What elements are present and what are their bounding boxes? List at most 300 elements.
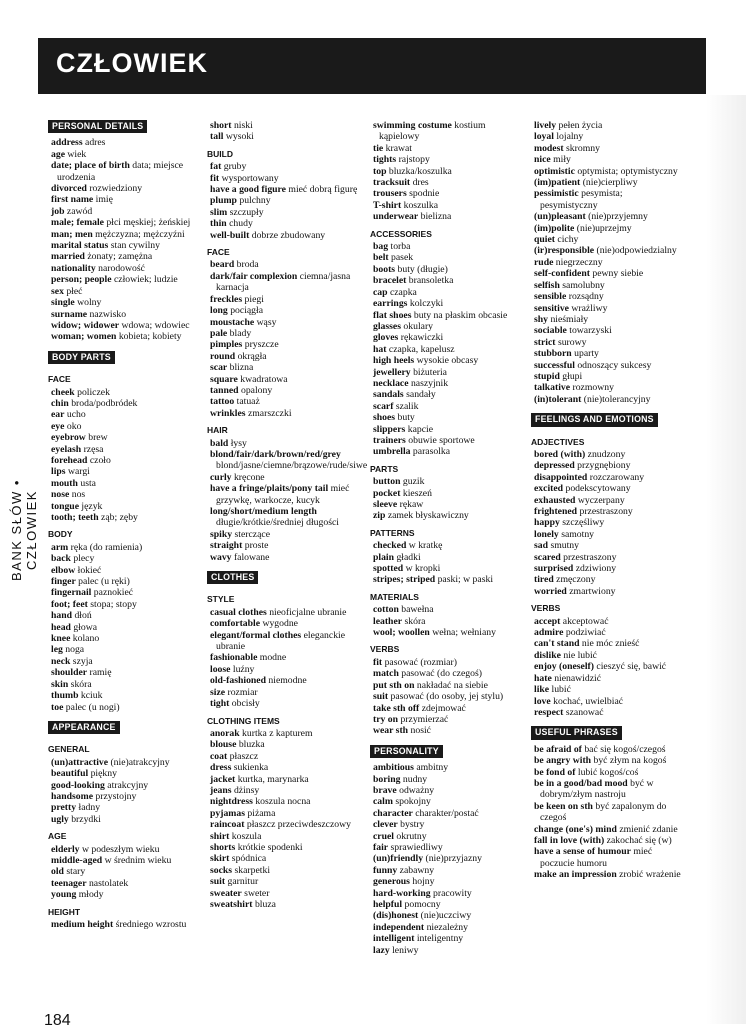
polish-translation: kobieta; kobiety bbox=[118, 331, 182, 343]
vocab-entry bbox=[48, 421, 200, 432]
vocab-entry bbox=[370, 241, 528, 252]
vocab-entry bbox=[48, 444, 200, 455]
english-term: wear sth bbox=[373, 725, 409, 737]
polish-translation: wiek bbox=[67, 148, 87, 160]
polish-translation: spokojny bbox=[395, 796, 431, 808]
english-term: dislike bbox=[534, 649, 561, 661]
vocab-entry bbox=[207, 448, 368, 472]
polish-translation: przygnębiony bbox=[577, 460, 631, 472]
english-term: earrings bbox=[373, 298, 408, 310]
english-term: hat bbox=[373, 343, 387, 355]
polish-translation: rozmiar bbox=[227, 686, 258, 698]
polish-translation: paski; w paski bbox=[437, 574, 494, 586]
polish-translation: płaszcz bbox=[229, 750, 259, 762]
english-term: happy bbox=[534, 517, 560, 529]
vocab-entry bbox=[531, 650, 681, 661]
english-term: successful bbox=[534, 359, 575, 371]
subheading-body: BODY bbox=[48, 529, 73, 540]
polish-translation: rozwiedziony bbox=[89, 183, 143, 195]
polish-translation: czoło bbox=[89, 454, 111, 466]
polish-translation: głowa bbox=[73, 621, 98, 633]
english-term: shoes bbox=[373, 412, 396, 424]
polish-translation: torba bbox=[390, 241, 411, 253]
english-term: tattoo bbox=[210, 396, 235, 408]
vocab-entry bbox=[531, 744, 681, 755]
polish-translation: w podeszłym wieku bbox=[81, 843, 160, 855]
english-term: brave bbox=[373, 784, 397, 796]
english-term: woman; women bbox=[51, 331, 117, 343]
english-term: trousers bbox=[373, 188, 407, 200]
english-term: nice bbox=[534, 154, 551, 166]
polish-translation: być złym na kogoś bbox=[593, 755, 667, 767]
polish-translation: modne bbox=[259, 652, 287, 664]
polish-translation: hojny bbox=[412, 876, 435, 888]
vocab-entry bbox=[370, 310, 528, 321]
vocab-entry bbox=[370, 120, 528, 143]
english-term: marital status bbox=[51, 240, 109, 252]
english-term: worried bbox=[534, 585, 567, 597]
polish-translation: młody bbox=[78, 889, 104, 901]
polish-translation: skarpetki bbox=[234, 864, 271, 876]
vocab-entry bbox=[207, 675, 365, 686]
english-term: frightened bbox=[534, 506, 578, 517]
english-term: clever bbox=[373, 819, 398, 831]
polish-translation: nudny bbox=[402, 773, 428, 785]
polish-translation: cieszyć się, bawić bbox=[596, 661, 667, 673]
english-term: depressed bbox=[534, 460, 575, 472]
chapter-header bbox=[38, 38, 706, 94]
vocab-entry bbox=[207, 317, 365, 328]
vocab-entry bbox=[531, 245, 681, 256]
english-term: tongue bbox=[51, 500, 79, 512]
english-term: eyelash bbox=[51, 443, 82, 455]
polish-translation: płeć bbox=[66, 285, 83, 297]
english-term: plump bbox=[210, 195, 237, 207]
polish-translation: lubić bbox=[551, 684, 571, 696]
polish-translation: krawat bbox=[385, 142, 412, 154]
english-term: tight bbox=[210, 698, 230, 710]
vocab-entry bbox=[370, 355, 528, 366]
english-term: zip bbox=[373, 510, 386, 522]
vocab-entry bbox=[531, 211, 681, 222]
polish-translation: sukienka bbox=[233, 762, 269, 774]
vocab-entry bbox=[48, 855, 200, 866]
vocab-entry bbox=[48, 889, 200, 900]
english-term: forehead bbox=[51, 454, 88, 466]
polish-translation: spódnica bbox=[231, 853, 267, 865]
english-term: well-built bbox=[210, 229, 250, 241]
polish-translation: usta bbox=[80, 477, 96, 489]
vocab-entry bbox=[207, 853, 365, 864]
english-term: calm bbox=[373, 796, 393, 808]
vocab-entry bbox=[531, 303, 681, 314]
english-term: fall in love (with) bbox=[534, 834, 605, 846]
english-term: beard bbox=[210, 259, 235, 271]
vocab-entry bbox=[48, 512, 200, 523]
english-term: scarf bbox=[373, 400, 394, 412]
polish-translation: broda/podbródek bbox=[71, 397, 138, 409]
vocab-entry bbox=[48, 501, 200, 512]
english-term: fat bbox=[210, 161, 222, 173]
polish-translation: stopa; stopy bbox=[90, 598, 137, 610]
subheading-build: BUILD bbox=[207, 148, 233, 159]
subheading-general: GENERAL bbox=[48, 744, 90, 755]
polish-translation: niski bbox=[233, 120, 253, 131]
polish-translation: proste bbox=[244, 540, 269, 552]
english-term: widow; widower bbox=[51, 319, 120, 331]
polish-translation: pulchny bbox=[239, 195, 271, 207]
vocab-entry bbox=[531, 869, 681, 880]
polish-translation: garnitur bbox=[227, 876, 259, 888]
vocab-entry bbox=[207, 888, 365, 899]
vocab-entry bbox=[207, 472, 365, 483]
english-term: stubborn bbox=[534, 348, 572, 360]
english-term: (in)tolerant bbox=[534, 393, 582, 405]
vocab-entry bbox=[207, 351, 365, 362]
vocab-entry bbox=[531, 314, 681, 325]
polish-translation: nie lubić bbox=[563, 649, 597, 661]
english-term: self-confident bbox=[534, 268, 590, 280]
vocab-entry bbox=[48, 478, 200, 489]
vocab-entry bbox=[48, 633, 200, 644]
vocab-entry bbox=[370, 616, 528, 627]
english-term: shy bbox=[534, 313, 549, 325]
vocab-entry bbox=[48, 194, 200, 205]
vocab-entry bbox=[370, 252, 528, 263]
polish-translation: smutny bbox=[550, 540, 579, 552]
vocab-entry bbox=[207, 652, 365, 663]
polish-translation: zabawny bbox=[399, 864, 435, 876]
polish-translation: buty bbox=[397, 412, 415, 424]
english-term: elegant/formal clothes bbox=[210, 629, 302, 641]
polish-translation: zamek błyskawiczny bbox=[387, 510, 469, 522]
polish-translation: zmęczony bbox=[556, 574, 596, 586]
english-term: cap bbox=[373, 286, 388, 298]
english-term: sandals bbox=[373, 389, 404, 401]
english-term: intelligent bbox=[373, 933, 415, 945]
vocab-entry bbox=[531, 767, 681, 778]
vocab-entry bbox=[207, 207, 365, 218]
vocab-entry bbox=[370, 488, 528, 499]
polish-translation: surowy bbox=[557, 336, 587, 348]
vocab-entry bbox=[48, 455, 200, 466]
vocab-entry bbox=[207, 808, 365, 819]
english-term: wavy bbox=[210, 551, 232, 563]
english-term: hand bbox=[51, 610, 73, 622]
vocab-entry bbox=[48, 757, 200, 768]
vocab-entry bbox=[48, 656, 200, 667]
polish-translation: kieszeń bbox=[402, 487, 432, 499]
english-term: fashionable bbox=[210, 652, 258, 664]
polish-translation: płaszcz przeciwdeszczowy bbox=[246, 819, 351, 831]
vocab-entry bbox=[207, 218, 365, 229]
english-term: high heels bbox=[373, 355, 415, 367]
polish-translation: palec (u nogi) bbox=[65, 701, 120, 713]
vocab-entry bbox=[531, 552, 681, 563]
english-term: (dis)honest bbox=[373, 910, 419, 922]
polish-translation: koszulka bbox=[403, 199, 439, 211]
section-heading-body-parts: BODY PARTS bbox=[48, 351, 115, 364]
english-term: modest bbox=[534, 142, 564, 154]
english-term: married bbox=[51, 251, 85, 263]
subheading-face: FACE bbox=[207, 247, 230, 258]
english-term: raincoat bbox=[210, 819, 245, 831]
vocab-entry bbox=[370, 910, 528, 921]
vocab-entry bbox=[370, 831, 528, 842]
polish-translation: kochać, uwielbiać bbox=[553, 695, 624, 707]
english-term: pocket bbox=[373, 487, 401, 499]
polish-translation: ręka (do ramienia) bbox=[70, 541, 143, 553]
polish-translation: (nie)uczciwy bbox=[420, 910, 472, 922]
english-term: necklace bbox=[373, 377, 409, 389]
polish-translation: rozsądny bbox=[568, 291, 604, 303]
vocab-entry bbox=[207, 728, 365, 739]
vocab-column-2 bbox=[207, 120, 368, 910]
english-term: slippers bbox=[373, 423, 406, 435]
polish-translation: zmarszczki bbox=[247, 407, 292, 419]
vocab-entry bbox=[207, 294, 365, 305]
english-term: straight bbox=[210, 540, 243, 552]
english-term: nose bbox=[51, 489, 70, 501]
english-term: stupid bbox=[534, 370, 560, 382]
vocab-entry bbox=[207, 865, 365, 876]
english-term: old bbox=[51, 866, 64, 878]
polish-translation: buty (długie) bbox=[397, 263, 448, 275]
vocab-entry bbox=[48, 206, 200, 217]
vocab-entry bbox=[370, 321, 528, 332]
english-term: tights bbox=[373, 154, 397, 166]
polish-translation: nieoficjalne ubranie bbox=[269, 606, 347, 618]
english-term: anorak bbox=[210, 727, 240, 739]
vocab-entry bbox=[370, 774, 528, 785]
polish-translation: pełen życia bbox=[558, 120, 603, 131]
vocab-entry bbox=[48, 286, 200, 297]
vocab-entry bbox=[207, 899, 365, 910]
english-term: (un)friendly bbox=[373, 853, 424, 865]
english-term: shorts bbox=[210, 841, 236, 853]
polish-translation: skóra bbox=[404, 615, 426, 627]
vocab-entry bbox=[207, 831, 365, 842]
english-term: put sth on bbox=[373, 679, 415, 691]
polish-translation: ciemna/jasna karnacja bbox=[216, 270, 351, 294]
english-term: slim bbox=[210, 206, 228, 218]
vocab-entry bbox=[531, 563, 681, 574]
polish-translation: dres bbox=[412, 177, 429, 189]
polish-translation: koszula nocna bbox=[255, 796, 311, 808]
polish-translation: narodowość bbox=[98, 262, 145, 274]
vocab-entry bbox=[531, 325, 681, 336]
vocab-entry bbox=[531, 517, 681, 528]
polish-translation: sprawiedliwy bbox=[390, 841, 443, 853]
vocab-entry bbox=[48, 229, 200, 240]
vocab-entry bbox=[207, 230, 365, 241]
english-term: rude bbox=[534, 256, 554, 268]
polish-translation: stary bbox=[66, 866, 86, 878]
english-term: (im)patient bbox=[534, 177, 581, 189]
vocab-entry bbox=[207, 506, 365, 529]
vocab-entry bbox=[207, 540, 365, 551]
english-term: spiky bbox=[210, 528, 233, 540]
english-term: young bbox=[51, 889, 77, 901]
vocab-entry bbox=[531, 143, 681, 154]
vocab-entry bbox=[370, 899, 528, 910]
english-term: surname bbox=[51, 308, 88, 320]
polish-translation: samolubny bbox=[562, 279, 605, 291]
vocab-entry bbox=[207, 739, 365, 750]
english-term: excited bbox=[534, 483, 564, 495]
english-term: button bbox=[373, 476, 401, 488]
section-heading-personality: PERSONALITY bbox=[370, 745, 443, 758]
polish-translation: szanować bbox=[565, 706, 604, 718]
polish-translation: sterczące bbox=[234, 528, 271, 540]
english-term: character bbox=[373, 807, 413, 819]
vocab-entry bbox=[48, 553, 200, 564]
english-term: pessimistic bbox=[534, 188, 579, 200]
side-label: BANK SŁÓW • CZŁOWIEK bbox=[9, 479, 39, 581]
polish-translation: wargi bbox=[67, 466, 90, 478]
english-term: fit bbox=[210, 172, 220, 184]
vocab-entry bbox=[48, 679, 200, 690]
english-term: dark/fair complexion bbox=[210, 270, 298, 282]
polish-translation: zmienić zdanie bbox=[619, 823, 678, 835]
vocab-entry bbox=[48, 409, 200, 420]
polish-translation: falowane bbox=[233, 551, 270, 563]
english-term: pretty bbox=[51, 802, 77, 814]
vocab-entry bbox=[531, 234, 681, 245]
polish-translation: naszyjnik bbox=[410, 377, 449, 389]
vocab-entry bbox=[48, 331, 200, 342]
polish-translation: wysokie obcasy bbox=[416, 355, 479, 367]
vocab-entry bbox=[531, 661, 681, 672]
polish-translation: kurtka, marynarka bbox=[237, 773, 309, 785]
polish-translation: pesymista; pesymistyczny bbox=[540, 188, 623, 211]
polish-translation: nazwisko bbox=[89, 308, 127, 320]
vocab-entry bbox=[531, 586, 681, 597]
vocab-entry bbox=[207, 842, 365, 853]
english-term: skirt bbox=[210, 853, 230, 865]
vocab-entry bbox=[370, 211, 528, 222]
polish-translation: mieć dobrą figurę bbox=[288, 184, 358, 196]
polish-translation: zrobić wrażenie bbox=[619, 869, 681, 881]
english-term: lonely bbox=[534, 528, 559, 540]
english-term: first name bbox=[51, 194, 94, 206]
vocab-entry bbox=[531, 506, 681, 517]
polish-translation: zdejmować bbox=[421, 702, 466, 714]
polish-translation: odważny bbox=[399, 784, 435, 796]
polish-translation: znudzony bbox=[587, 448, 626, 460]
vocab-entry bbox=[48, 702, 200, 713]
english-term: long bbox=[210, 305, 228, 317]
english-term: helpful bbox=[373, 899, 403, 910]
polish-translation: (nie)uprzejmy bbox=[576, 222, 632, 234]
polish-translation: pryszcze bbox=[244, 339, 279, 351]
vocab-entry bbox=[370, 703, 528, 714]
english-term: head bbox=[51, 621, 71, 633]
english-term: accept bbox=[534, 615, 561, 627]
vocab-entry bbox=[48, 309, 200, 320]
polish-translation: piękny bbox=[90, 768, 117, 780]
subheading-accessories: ACCESSORIES bbox=[370, 228, 432, 239]
english-term: tooth; teeth bbox=[51, 512, 99, 523]
english-term: old-fashioned bbox=[210, 675, 266, 687]
vocab-entry bbox=[370, 344, 528, 355]
polish-translation: nakładać na siebie bbox=[416, 679, 488, 691]
vocab-entry bbox=[370, 188, 528, 199]
polish-translation: noga bbox=[65, 644, 85, 656]
english-term: (un)attractive bbox=[51, 756, 109, 768]
polish-translation: pasować (do czegoś) bbox=[401, 668, 482, 680]
polish-translation: stan cywilny bbox=[110, 240, 160, 252]
polish-translation: nie móc znieść bbox=[581, 638, 640, 650]
polish-translation: wysportowany bbox=[221, 172, 279, 184]
section-heading-personal-details: PERSONAL DETAILS bbox=[48, 120, 147, 133]
polish-translation: kolczyki bbox=[409, 298, 444, 310]
english-term: cheek bbox=[51, 386, 75, 398]
english-term: checked bbox=[373, 540, 407, 552]
vocab-entry bbox=[48, 251, 200, 262]
vocab-entry bbox=[531, 348, 681, 359]
polish-translation: przymierzać bbox=[400, 713, 449, 725]
vocab-entry bbox=[207, 305, 365, 316]
english-term: dress bbox=[210, 762, 232, 774]
polish-translation: bluzka/koszulka bbox=[388, 165, 452, 177]
vocab-entry bbox=[207, 131, 365, 142]
vocab-entry bbox=[370, 785, 528, 796]
vocab-entry bbox=[48, 274, 200, 285]
english-term: bag bbox=[373, 241, 389, 253]
vocab-entry bbox=[370, 574, 528, 585]
english-term: coat bbox=[210, 750, 228, 762]
english-term: suit bbox=[373, 691, 389, 703]
vocab-entry bbox=[370, 627, 528, 638]
vocab-entry bbox=[207, 438, 365, 449]
english-term: be angry with bbox=[534, 755, 592, 767]
english-term: scared bbox=[534, 551, 561, 563]
polish-translation: chudy bbox=[229, 218, 253, 230]
polish-translation: cichy bbox=[557, 234, 579, 246]
vocab-entry bbox=[207, 195, 365, 206]
vocab-entry bbox=[370, 796, 528, 807]
english-term: lively bbox=[534, 120, 557, 131]
english-term: be in a good/bad mood bbox=[534, 777, 628, 789]
polish-translation: pewny siebie bbox=[592, 268, 644, 280]
polish-translation: sandały bbox=[406, 389, 436, 401]
vocab-entry bbox=[370, 725, 528, 736]
polish-translation: głupi bbox=[562, 370, 583, 382]
vocab-entry bbox=[207, 184, 365, 195]
vocab-entry bbox=[207, 607, 365, 618]
english-term: teenager bbox=[51, 877, 87, 889]
english-term: surprised bbox=[534, 563, 574, 575]
vocab-entry bbox=[48, 576, 200, 587]
vocab-entry bbox=[370, 154, 528, 165]
vocab-entry bbox=[531, 291, 681, 302]
vocab-entry bbox=[207, 796, 365, 807]
polish-translation: sweter bbox=[244, 887, 270, 899]
polish-translation: płci męskiej; żeńskiej bbox=[106, 217, 191, 229]
vocab-entry bbox=[370, 876, 528, 887]
english-term: try on bbox=[373, 713, 399, 725]
polish-translation: buty na płaskim obcasie bbox=[413, 309, 508, 321]
english-term: ear bbox=[51, 409, 65, 421]
polish-translation: inteligentny bbox=[416, 933, 464, 945]
vocab-entry bbox=[531, 257, 681, 268]
english-term: fingernail bbox=[51, 587, 92, 599]
vocab-entry bbox=[370, 922, 528, 933]
english-term: round bbox=[210, 350, 236, 362]
vocab-entry bbox=[370, 424, 528, 435]
polish-translation: okrutny bbox=[396, 830, 427, 842]
